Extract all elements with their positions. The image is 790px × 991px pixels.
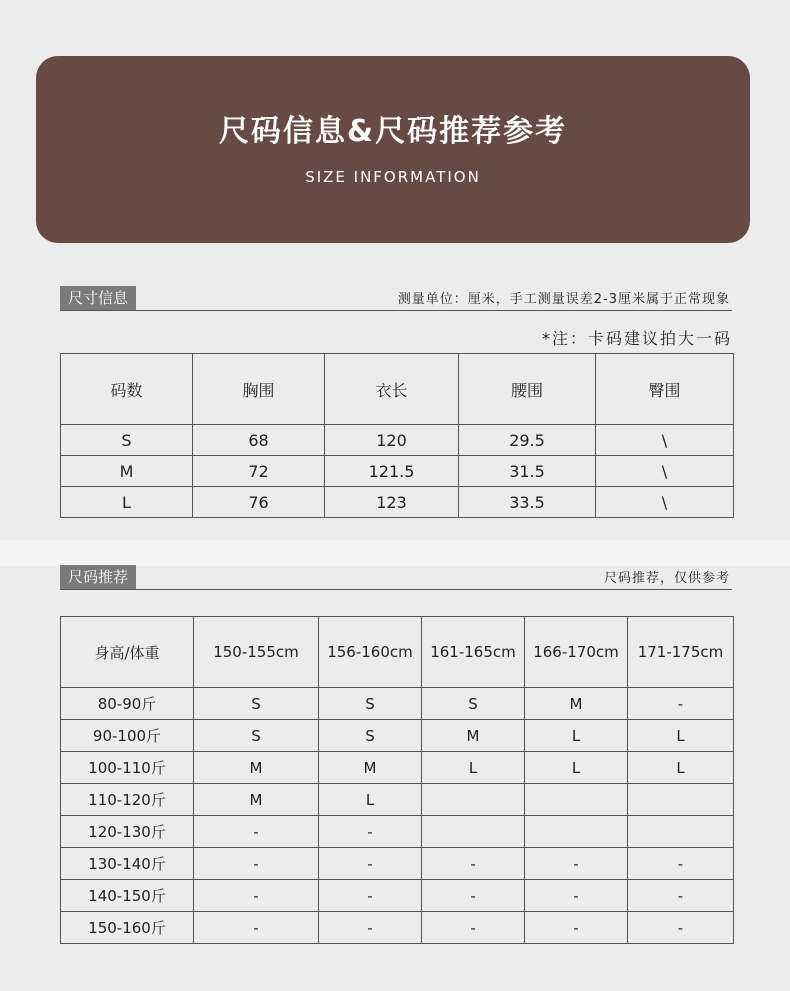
table-row <box>61 816 734 848</box>
table-cell: 80-90斤 <box>61 688 194 720</box>
table-row <box>61 720 734 752</box>
table-cell: S <box>194 688 319 720</box>
table-row <box>61 848 734 880</box>
table-cell: 130-140斤 <box>61 848 194 880</box>
table-cell: - <box>194 816 319 848</box>
table-cell: M <box>194 752 319 784</box>
table-cell: - <box>319 912 422 944</box>
header-cell: 身高/体重 <box>61 617 194 688</box>
table-cell: 29.5 <box>459 425 596 456</box>
table-cell: 120 <box>325 425 459 456</box>
table-cell: M <box>525 688 628 720</box>
table-cell: - <box>422 912 525 944</box>
table-cell: L <box>61 487 193 518</box>
size-info-table <box>60 353 734 518</box>
table-cell: - <box>422 880 525 912</box>
table-cell: - <box>525 848 628 880</box>
table-cell: \ <box>596 456 734 487</box>
table-cell <box>525 784 628 816</box>
table-cell: S <box>319 688 422 720</box>
header-cell: 161-165cm <box>422 617 525 688</box>
table-row <box>61 688 734 720</box>
table-cell: - <box>422 848 525 880</box>
table-row <box>61 784 734 816</box>
table-cell: 150-160斤 <box>61 912 194 944</box>
table-cell: 76 <box>193 487 325 518</box>
table-cell: L <box>628 720 734 752</box>
table-cell: - <box>319 880 422 912</box>
table-cell: M <box>319 752 422 784</box>
table-cell: S <box>422 688 525 720</box>
table-cell: 121.5 <box>325 456 459 487</box>
table-cell: 100-110斤 <box>61 752 194 784</box>
size-recommend-tag: 尺码推荐 <box>60 565 136 589</box>
table-row <box>61 752 734 784</box>
size-tip: *注：卡码建议拍大一码 <box>541 329 732 348</box>
recommend-header-row <box>61 617 734 688</box>
table-cell: 68 <box>193 425 325 456</box>
section-gap <box>0 540 790 566</box>
table-cell <box>422 784 525 816</box>
table-cell: 123 <box>325 487 459 518</box>
table-cell: - <box>194 912 319 944</box>
header-cell: 171-175cm <box>628 617 734 688</box>
table-cell: 120-130斤 <box>61 816 194 848</box>
table-cell: L <box>628 752 734 784</box>
table-cell: \ <box>596 487 734 518</box>
table-cell: L <box>525 752 628 784</box>
table-cell: - <box>525 912 628 944</box>
table-cell: - <box>525 880 628 912</box>
table-cell: - <box>194 880 319 912</box>
table-row <box>61 880 734 912</box>
table-cell <box>628 784 734 816</box>
header-cell: 胸围 <box>193 354 325 425</box>
table-cell: - <box>628 848 734 880</box>
size-info-header-row <box>61 354 734 425</box>
table-cell: L <box>422 752 525 784</box>
table-cell: M <box>61 456 193 487</box>
table-cell: M <box>194 784 319 816</box>
table-cell: 72 <box>193 456 325 487</box>
header-banner <box>36 56 750 243</box>
header-cell: 腰围 <box>459 354 596 425</box>
table-cell: \ <box>596 425 734 456</box>
table-cell: 33.5 <box>459 487 596 518</box>
page-subtitle: SIZE INFORMATION <box>305 168 481 186</box>
table-row <box>61 456 734 487</box>
table-row <box>61 487 734 518</box>
table-cell: S <box>319 720 422 752</box>
table-cell: L <box>525 720 628 752</box>
table-cell: M <box>422 720 525 752</box>
table-cell: L <box>319 784 422 816</box>
table-cell: - <box>194 848 319 880</box>
header-cell: 臀围 <box>596 354 734 425</box>
size-recommend-divider <box>60 589 732 590</box>
table-cell <box>628 816 734 848</box>
table-row <box>61 912 734 944</box>
table-cell: S <box>61 425 193 456</box>
size-recommend-table <box>60 616 734 944</box>
size-info-tag: 尺寸信息 <box>60 286 136 310</box>
header-cell: 衣长 <box>325 354 459 425</box>
unit-note: 测量单位：厘米，手工测量误差2-3厘米属于正常现象 <box>397 292 730 307</box>
table-cell: 90-100斤 <box>61 720 194 752</box>
table-cell: - <box>628 688 734 720</box>
table-cell: - <box>628 880 734 912</box>
header-cell: 156-160cm <box>319 617 422 688</box>
table-row <box>61 425 734 456</box>
page-title: 尺码信息&尺码推荐参考 <box>218 114 568 149</box>
header-cell: 150-155cm <box>194 617 319 688</box>
table-cell: - <box>319 848 422 880</box>
table-cell: S <box>194 720 319 752</box>
size-info-divider <box>60 310 732 311</box>
table-cell: - <box>319 816 422 848</box>
table-cell: - <box>628 912 734 944</box>
header-cell: 166-170cm <box>525 617 628 688</box>
table-cell <box>525 816 628 848</box>
table-cell: 31.5 <box>459 456 596 487</box>
table-cell: 140-150斤 <box>61 880 194 912</box>
table-cell: 110-120斤 <box>61 784 194 816</box>
table-cell <box>422 816 525 848</box>
recommend-note: 尺码推荐，仅供参考 <box>603 571 730 586</box>
header-cell: 码数 <box>61 354 193 425</box>
